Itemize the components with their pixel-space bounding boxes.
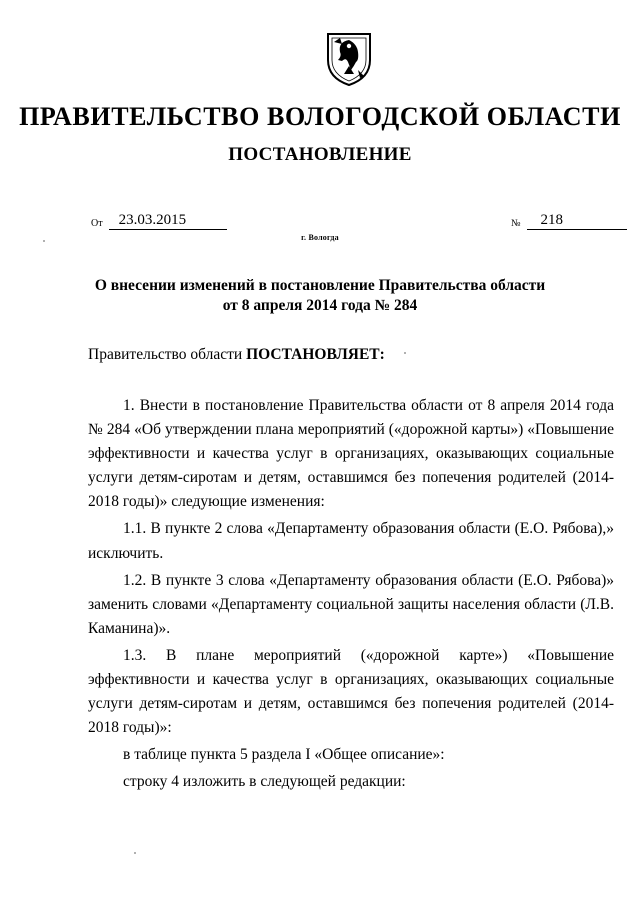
paragraph-row-ref: строку 4 изложить в следующей редакции: <box>123 773 406 791</box>
intro-text: Правительство области <box>88 346 247 363</box>
date-field <box>91 212 227 230</box>
scan-speck <box>404 352 406 354</box>
government-title: ПРАВИТЕЛЬСТВО ВОЛОГОДСКОЙ ОБЛАСТИ <box>19 102 621 131</box>
city-label: г. Вологда <box>301 233 339 242</box>
document-date: 23.03.2015 <box>109 212 227 230</box>
paragraph-1-1: 1.1. В пункте 2 слова «Департаменту образования области (Е.О. Рябова),» исключить. <box>88 520 614 562</box>
document-subject <box>60 276 580 316</box>
intro-decree-word: ПОСТАНОВЛЯЕТ: <box>246 346 385 363</box>
subject-line-2: от 8 апреля 2014 года № 284 <box>222 297 418 314</box>
date-prefix: От <box>91 218 103 229</box>
document-type: ПОСТАНОВЛЕНИЕ <box>228 144 412 165</box>
document-body <box>88 394 614 795</box>
number-prefix: № <box>511 218 521 229</box>
coat-of-arms-emblem <box>324 30 374 88</box>
scan-speck <box>43 240 45 242</box>
scan-speck <box>134 852 136 854</box>
paragraph-1-2: 1.2. В пункте 3 слова «Департаменту образования области (Е.О. Рябова)» заменить словами «Департаменту социальной защиты населения области (Л.В. Каманина)». <box>88 571 614 637</box>
number-field <box>511 212 627 230</box>
resolution-intro <box>88 346 385 364</box>
document-number: 218 <box>527 212 627 230</box>
paragraph-table-ref: в таблице пункта 5 раздела I «Общее описание»: <box>123 746 445 764</box>
subject-line-1: О внесении изменений в постановление Правительства области <box>94 277 546 294</box>
paragraph-1-3: 1.3. В плане мероприятий («дорожной карте») «Повышение эффективности и качества услуг в организациях, оказывающих социальные услуги детям-сиротам и детям, оставшимся без попечения родителей (2014-2018 годы)»: <box>88 646 614 737</box>
paragraph-1: 1. Внести в постановление Правительства области от 8 апреля 2014 года № 284 «Об утверждении плана мероприятий («дорожной карты») «Повышение эффективности и качества услуг в организациях, оказывающих социальные услуги детям-сиротам и детям, оставшимся без попечения родителей (2014-2018 годы)» следующие изменения: <box>88 397 614 511</box>
